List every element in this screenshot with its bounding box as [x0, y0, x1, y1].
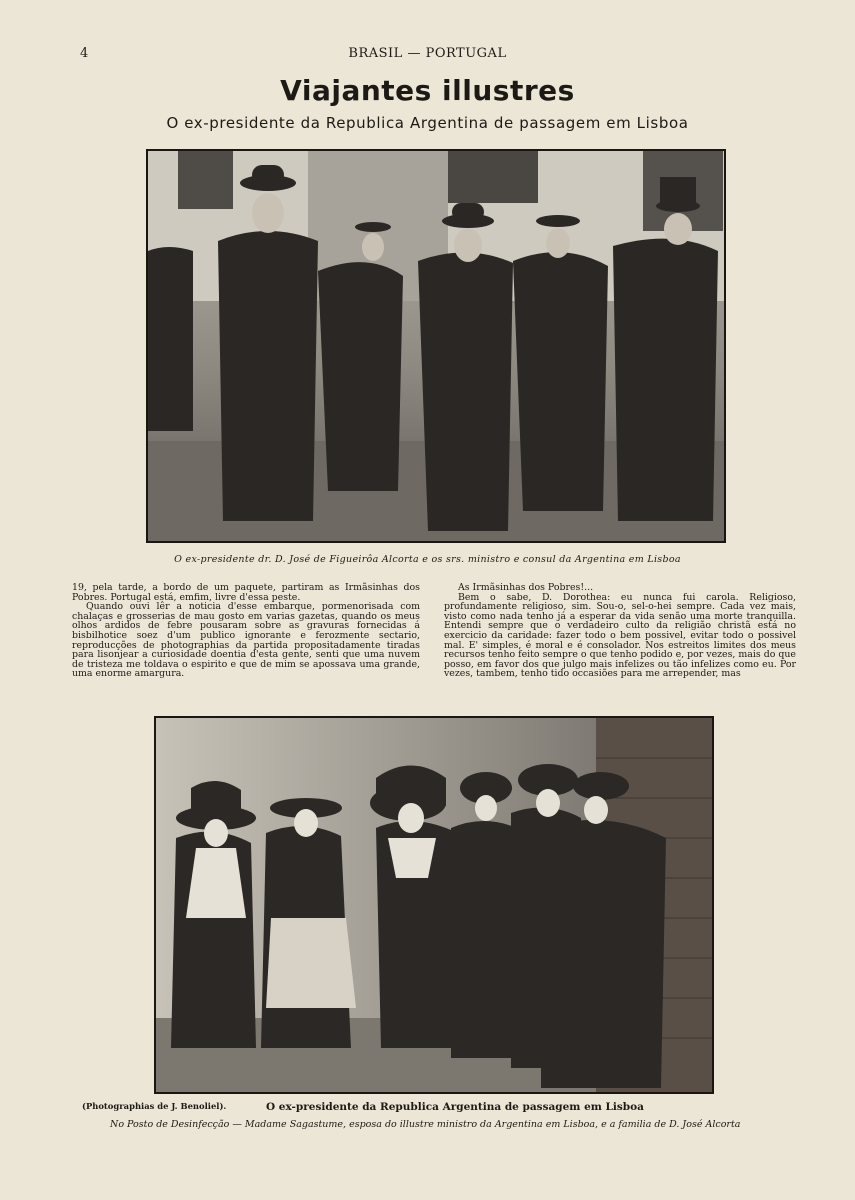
- running-header: BRASIL — PORTUGAL: [348, 46, 507, 61]
- photo-men-illustration: [148, 151, 724, 541]
- page-number: 4: [80, 46, 89, 61]
- photo-men-group: [146, 149, 726, 543]
- body-text-left-column: [72, 583, 420, 679]
- photo-credit: (Photographias de J. Benoliel).: [82, 1101, 227, 1111]
- article-title: Viajantes illustres: [280, 74, 575, 107]
- photo-women-group: [154, 716, 714, 1094]
- top-photo-caption: O ex-presidente dr. D. José de Figueirôa Alcorta e os srs. ministro e consul da Argentina em Lisboa: [174, 554, 681, 565]
- paragraph: Bem o sabe, D. Dorothea: eu nunca fui carola. Religioso, profundamente religioso, sim. Sou-o, sel-o-hei sempre. Cada vez mais, visto como nada tenho já a esperar da vida senão uma morte tranquilla. Entendi sempre que o verdadeiro culto da religião christã está no exercicio da caridade: fazer todo o bem possivel, evitar todo o possivel mal. E' simples, é moral e é consolador. Nos estreitos limites dos meus recursos tenho feito sempre o que tenho podido e, por vezes, mais do que posso, em favor dos que julgo mais infelizes ou tão infelizes como eu. Por vezes, tambem, tenho tido occasiões para me arrepender, mas: [444, 591, 796, 680]
- photo-women-illustration: [156, 718, 712, 1092]
- bottom-photo-title: O ex-presidente da Republica Argentina de passagem em Lisboa: [266, 1101, 644, 1113]
- body-text-right-column: [444, 583, 796, 679]
- paragraph: 19, pela tarde, a bordo de um paquete, partiram as Irmãsinhas dos Pobres. Portugal está, emfim, livre d'essa peste.: [72, 582, 420, 603]
- paragraph: Quando ouvi lêr a noticia d'esse embarque, pormenorisada com chalaças e grosserias de mau gosto em varias gazetas, quando os meus olhos ardidos de febre pousaram sobre as gravuras fornecidas á bisbilhotice soez d'um publico ignorante e ferozmente sectario, reproducções de photographias da partida propositadamente tiradas para lisonjear a curiosidade doentia d'esta gente, senti que uma nuvem de tristeza me toldava o espirito e que de mim se apossava uma grande, uma enorme amargura.: [72, 601, 420, 680]
- article-subtitle: O ex-presidente da Republica Argentina de passagem em Lisboa: [166, 114, 689, 132]
- bottom-photo-caption: No Posto de Desinfecção — Madame Sagastume, esposa do illustre ministro da Argentina em Lisboa, e a familia de D. José Alcorta: [110, 1119, 741, 1130]
- paragraph: As Irmãsinhas dos Pobres!...: [458, 582, 594, 593]
